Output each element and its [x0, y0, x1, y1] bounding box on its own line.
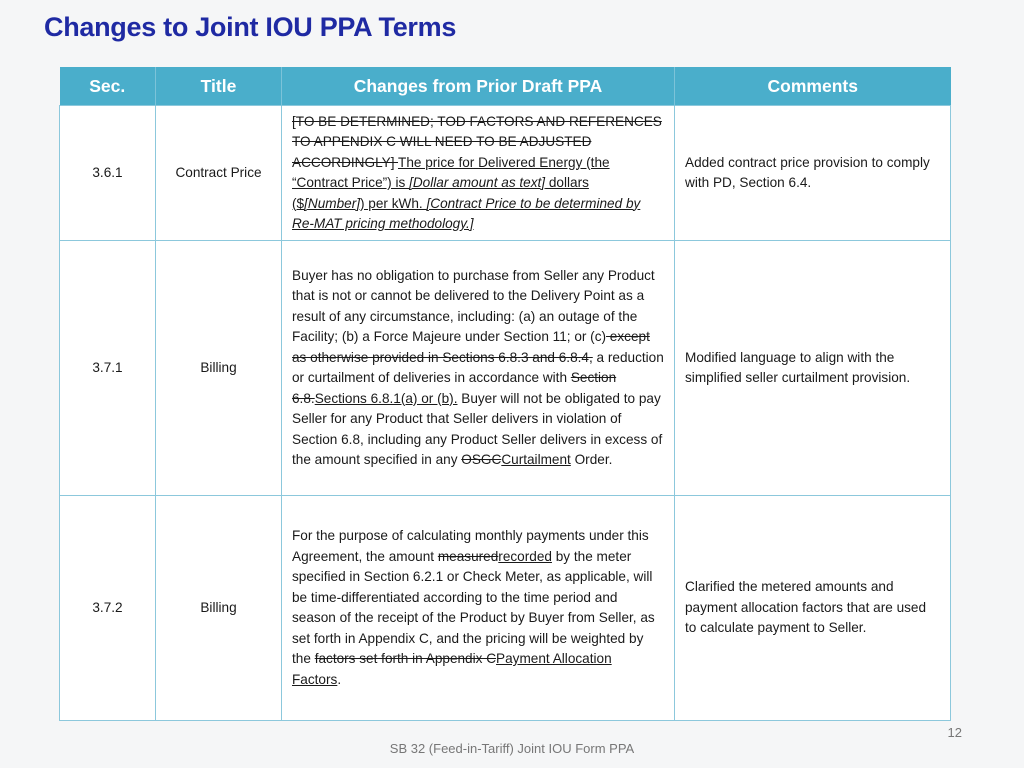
change-text: Order. — [570, 452, 613, 467]
cell-changes — [282, 106, 675, 241]
change-text: Buyer has no obligation to purchase from Seller any Product that is not or cannot be delivered to the Delivery Point as a result of any circumstance, including: (a) an outage of the Facility; (b) a Force Majeure under Section 11; or (c) — [292, 267, 655, 344]
slide-title: Changes to Joint IOU PPA Terms — [44, 12, 457, 42]
table-row — [60, 496, 951, 721]
change-text-inserted: The price for Delivered Energy (the “Contract Price”) is — [292, 154, 610, 190]
change-text: For the purpose of calculating monthly payments under this Agreement, the amount — [292, 528, 649, 564]
cell-sec: 3.7.1 — [60, 241, 156, 496]
change-text-deleted: [TO BE DETERMINED; TOD FACTORS AND REFERENCES TO APPENDIX C WILL NEED TO BE ADJUSTED ACCORDINGLY] — [292, 113, 662, 170]
change-text-inserted: recorded — [498, 548, 552, 564]
change-text-inserted: Curtailment — [501, 452, 571, 467]
header-comments: Comments — [675, 67, 951, 106]
cell-comments: Modified language to align with the simplified seller curtailment provision. — [675, 241, 951, 496]
cell-comments: Added contract price provision to comply with PD, Section 6.4. — [675, 106, 951, 241]
footer-text: SB 32 (Feed-in-Tariff) Joint IOU Form PPA — [389, 741, 635, 756]
change-text-deleted: except as otherwise provided in Sections 6.8.3 and 6.8.4, — [292, 329, 650, 365]
change-text: a reduction or curtailment of deliveries in accordance with — [292, 349, 664, 385]
cell-title: Billing — [156, 496, 282, 721]
change-text-deleted: Section 6.8. — [292, 370, 617, 406]
change-text-inserted: [Dollar amount as text] — [409, 175, 546, 190]
change-text-deleted: OSGC — [461, 452, 502, 467]
change-text-inserted: Sections 6.8.1(a) or (b). — [314, 390, 458, 406]
change-text: by the meter specified in Section 6.2.1 or Check Meter, as applicable, will be time-differentiated according to the time period and season of the receipt of the Product by Buyer from Seller, as set forth in Appendix C, and the pricing will be weighted by the — [292, 548, 655, 666]
cell-comments: Clarified the metered amounts and payment allocation factors that are used to calculate payment to Seller. — [675, 496, 951, 721]
cell-sec: 3.7.2 — [60, 496, 156, 721]
change-text-inserted: dollars ($ — [292, 175, 589, 211]
change-text-inserted: [Number] — [304, 195, 360, 211]
cell-sec: 3.6.1 — [60, 106, 156, 241]
change-text-deleted: measured — [437, 548, 499, 564]
change-text: . — [337, 671, 342, 687]
change-text-inserted: ) per kWh. — [360, 195, 427, 211]
cell-changes — [282, 496, 675, 721]
change-text-inserted: [Contract Price to be determined by Re-MAT pricing methodology.] — [292, 195, 641, 231]
cell-title: Contract Price — [156, 106, 282, 241]
change-text-deleted: factors set forth in Appendix C — [314, 651, 497, 666]
header-changes: Changes from Prior Draft PPA — [282, 67, 675, 106]
change-text: Buyer will not be obligated to pay Seller for any Product that Seller delivers in violation of Section 6.8, including any Product Seller delivers in excess of the amount specified in any — [292, 390, 663, 467]
header-title: Title — [156, 67, 282, 106]
cell-changes — [282, 241, 675, 496]
ppa-changes-table — [59, 67, 951, 721]
header-sec: Sec. — [60, 67, 156, 106]
table-header-row — [60, 67, 951, 106]
change-text-inserted: Payment Allocation Factors — [292, 651, 612, 687]
page-number: 12 — [947, 725, 962, 740]
cell-title: Billing — [156, 241, 282, 496]
table-row — [60, 106, 951, 241]
table-row — [60, 241, 951, 496]
